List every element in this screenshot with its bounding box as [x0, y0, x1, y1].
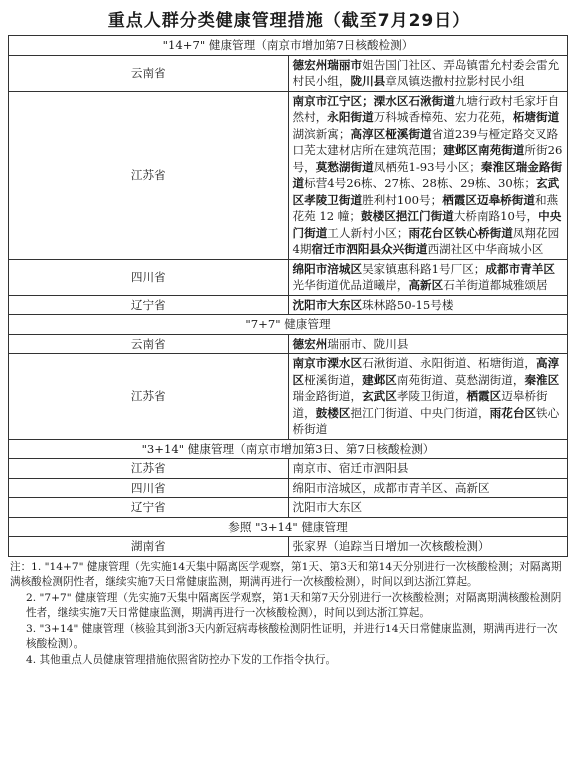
area-detail: 光华街道优品道曦岸，: [292, 278, 409, 292]
area-name-bold: 宿迁市泗阳县众兴街道: [311, 242, 428, 256]
area-name-bold: 秦淮区: [524, 372, 560, 387]
section-header-row: [9, 315, 568, 335]
area-name-bold: 雨花台区: [489, 405, 537, 420]
area-detail: 吴家镇惠科路1号厂区；: [362, 261, 486, 276]
area-detail: 标营4号26栋、27栋、28栋、29栋、30栋；: [304, 176, 536, 190]
province-cell: 江苏省: [9, 91, 289, 259]
area-name-bold: 南京市江宁区；溧水区石湫街道: [292, 93, 455, 108]
areas-cell: [288, 55, 568, 91]
area-detail: 和燕花苑 12 幢；: [292, 192, 559, 223]
table-row: [9, 295, 568, 315]
area-detail: 九塘行政村毛家圩自然村，: [292, 93, 560, 124]
areas-cell: [288, 354, 568, 440]
area-detail: 省道239与桠定路交叉路口芜太建材店所在建筑范围；: [292, 126, 559, 157]
area-detail: 西湖社区中华商城小区: [427, 242, 544, 256]
section-header: "7+7" 健康管理: [9, 315, 568, 335]
area-detail: 桠溪街道，: [304, 372, 363, 387]
areas-cell: [288, 478, 568, 498]
page-title: 重点人群分类健康管理措施（截至7月29日）: [107, 11, 471, 31]
province-cell: 四川省: [9, 259, 289, 295]
table-row: [9, 259, 568, 295]
area-detail: 凤翔花园4期: [292, 225, 560, 256]
province-cell: 湖南省: [9, 537, 289, 557]
area-name-bold: 成都市青羊区: [485, 261, 555, 276]
area-name-bold: 柘塘街道: [512, 110, 560, 124]
measures-table-body: [9, 36, 568, 557]
area-name-bold: 建邺区: [362, 372, 397, 387]
areas-cell: [288, 537, 568, 557]
area-detail: 张家界（追踪当日增加一次核酸检测）: [292, 539, 490, 553]
area-name-bold: 高淳区: [292, 356, 560, 387]
area-detail: 孝陵卫街道，: [396, 389, 467, 403]
area-detail: 绵阳市涪城区，成都市青羊区、高新区: [292, 480, 490, 495]
province-cell: 江苏省: [9, 354, 289, 440]
areas-cell: [288, 459, 568, 479]
province-cell: 辽宁省: [9, 295, 289, 315]
area-name-bold: 中央门街道: [292, 209, 562, 240]
area-name-bold: 陇川县: [350, 74, 386, 88]
province-cell: 云南省: [9, 55, 289, 91]
area-name-bold: 玄武区孝陵卫街道: [292, 176, 560, 207]
area-name-bold: 永阳街道: [327, 110, 374, 124]
area-detail: 铁心桥街道: [292, 405, 560, 436]
areas-cell: [288, 91, 568, 259]
table-row: [9, 478, 568, 498]
area-detail: 南京市、宿迁市泗阳县: [292, 461, 409, 475]
area-name-bold: 高淳区桠溪街道: [350, 126, 432, 141]
measures-table: [8, 35, 568, 557]
area-name-bold: 德宏州: [292, 336, 328, 351]
area-detail: 珠林路50-15号楼: [362, 297, 454, 312]
area-detail: 沈阳市大东区: [292, 500, 363, 514]
note-item: 2. "7+7" 健康管理（先实施7天集中隔离医学观察，第1天和第7天分别进行一次核酸检测；对隔离期满核酸检测阴性者，继续实施7天日常健康监测，期满再进行一次核酸检测），时间以到达浙江算起。: [26, 591, 562, 619]
areas-cell: [288, 334, 568, 354]
area-name-bold: 南京市溧水区: [292, 356, 363, 370]
table-row: [9, 498, 568, 518]
note-item: 3. "3+14" 健康管理（核验其到浙3天内新冠病毒核酸检测阴性证明，并进行14天日常健康监测，期满再进行一次核酸检测）。: [26, 622, 558, 650]
section-header: "14+7" 健康管理（南京市增加第7日核酸检测）: [9, 36, 568, 56]
area-name-bold: 鼓楼区挹江门街道: [361, 209, 454, 223]
section-header: 参照 "3+14" 健康管理: [9, 517, 568, 537]
area-name-bold: 玄武区: [362, 389, 397, 403]
table-row: [9, 55, 568, 91]
province-cell: 云南省: [9, 334, 289, 354]
table-row: [9, 537, 568, 557]
province-cell: 江苏省: [9, 459, 289, 479]
area-detail: 挹江门街道、中央门街道，: [350, 405, 490, 420]
table-row: [9, 334, 568, 354]
area-name-bold: 绵阳市涪城区: [292, 261, 363, 276]
section-header-row: [9, 439, 568, 459]
area-detail: 胜利村100号；: [362, 192, 443, 207]
area-name-bold: 德宏州瑞丽市: [292, 57, 363, 72]
table-row: [9, 354, 568, 440]
area-detail: 迈皋桥街道，: [292, 389, 548, 420]
notes-section: [8, 560, 570, 669]
area-detail: 工人新村小区；: [327, 225, 409, 240]
area-name-bold: 栖霞区迈皋桥街道: [442, 192, 535, 207]
area-name-bold: 莫愁湖街道: [315, 159, 374, 174]
area-detail: 瑞丽市、陇川县: [327, 336, 409, 351]
section-header: "3+14" 健康管理（南京市增加第3日、第7日核酸检测）: [9, 439, 568, 459]
area-name-bold: 建邺区南苑街道: [443, 143, 525, 157]
area-detail: 所街26号，: [292, 143, 563, 174]
area-detail: 姐告国门社区、弄岛镇雷允村委会雷允村民小组，: [292, 57, 560, 88]
table-row: [9, 91, 568, 259]
province-cell: 辽宁省: [9, 498, 289, 518]
area-detail: 石湫街道、永阳街道、柘塘街道，: [362, 356, 536, 370]
area-name-bold: 鼓楼区: [315, 405, 351, 420]
area-name-bold: 高新区: [408, 278, 444, 292]
area-detail: 大桥南路10号，: [453, 209, 539, 223]
area-detail: 瑞金路街道，: [292, 389, 363, 403]
area-name-bold: 秦淮区瑞金路街道: [292, 159, 563, 190]
area-detail: 章凤镇迭撒村拉影村民小组: [385, 74, 525, 88]
area-detail: 石羊街道都城雅颂居: [443, 278, 548, 292]
section-header-row: [9, 517, 568, 537]
area-detail: 凤栖苑1-93号小区；: [373, 159, 481, 174]
areas-cell: [288, 259, 568, 295]
area-name-bold: 栖霞区: [466, 389, 502, 403]
note-item: 注：1. "14+7" 健康管理（先实施14天集中隔离医学观察，第1天、第3天和第14天分别进行一次核酸检测；对隔离期满核酸检测阴性者，继续实施7天日常健康监测，期满再进行一次核酸检测），时间以到达浙江算起。: [10, 560, 562, 588]
areas-cell: [288, 498, 568, 518]
area-name-bold: 沈阳市大东区: [292, 297, 363, 312]
note-item: 4. 其他重点人员健康管理措施依照省防控办下发的工作指令执行。: [26, 653, 337, 666]
table-row: [9, 459, 568, 479]
area-detail: 湖滨新寓；: [292, 126, 351, 141]
area-name-bold: 雨花台区铁心桥街道: [408, 225, 513, 240]
province-cell: 四川省: [9, 478, 289, 498]
section-header-row: [9, 36, 568, 56]
area-detail: 万科城香樟苑、宏力花苑，: [373, 110, 513, 124]
area-detail: 南苑街道、莫愁湖街道，: [396, 372, 525, 387]
areas-cell: [288, 295, 568, 315]
